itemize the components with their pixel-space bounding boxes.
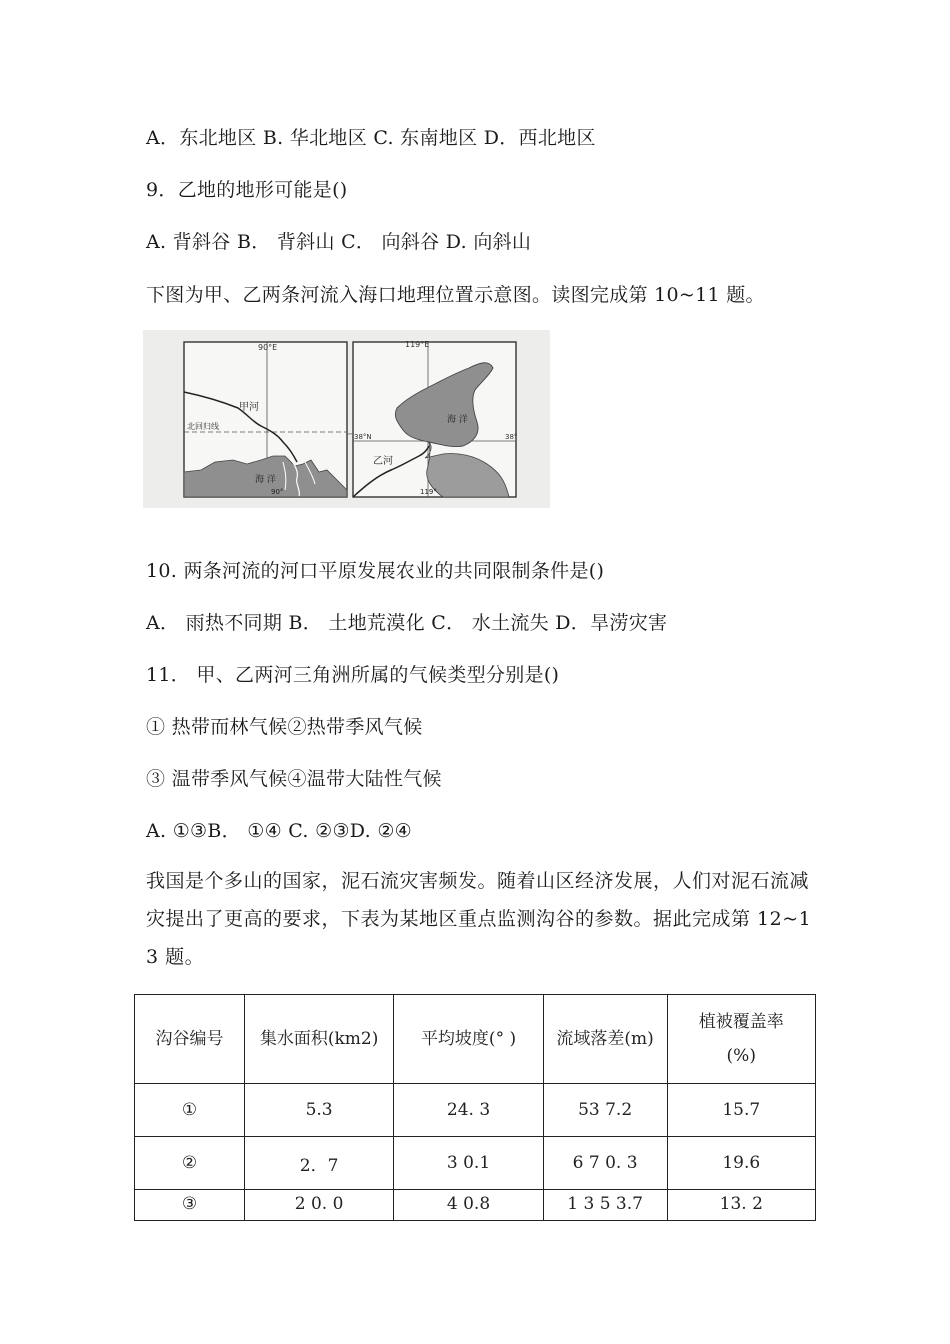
table-cell: 24. 3 bbox=[394, 1084, 543, 1137]
q10-stem: 10. 两条河流的河口平原发展农业的共同限制条件是() bbox=[146, 560, 605, 582]
q10-options: A． 雨热不同期 B． 土地荒漠化 C． 水土流失 D．旱涝灾害 bbox=[146, 612, 668, 634]
table-row bbox=[135, 1084, 816, 1137]
header-elevation-drop: 流域落差(m) bbox=[543, 995, 667, 1084]
intro-10-11: 下图为甲、乙两条河流入海口地理位置示意图。读图完成第 10~11 题。 bbox=[146, 284, 765, 306]
table-cell: 13. 2 bbox=[667, 1190, 815, 1221]
table-cell: 3 0.1 bbox=[394, 1137, 543, 1190]
table-row bbox=[135, 1190, 816, 1221]
header-avg-slope: 平均坡度(° ) bbox=[394, 995, 543, 1084]
table-cell: 2．7 bbox=[244, 1137, 393, 1190]
right-bottom-label: 119° bbox=[420, 488, 437, 496]
right-lat-label-right: 38° bbox=[505, 433, 518, 441]
q9-options: A. 背斜谷 B． 背斜山 C． 向斜谷 D. 向斜山 bbox=[146, 231, 532, 253]
right-sea-label: 海 洋 bbox=[447, 415, 468, 425]
q11-items-2: ③ 温带季风气候④温带大陆性气候 bbox=[146, 768, 442, 790]
left-meridian-label: 90°E bbox=[258, 343, 278, 352]
jia-river-label: 甲河 bbox=[239, 402, 259, 413]
table-cell: 4 0.8 bbox=[394, 1190, 543, 1221]
q11-stem: 11． 甲、乙两河三角洲所属的气候类型分别是() bbox=[146, 664, 560, 686]
tropic-label: 北回归线 bbox=[187, 422, 219, 431]
table-cell: ① bbox=[135, 1084, 245, 1137]
table-cell: ② bbox=[135, 1137, 245, 1190]
table-cell: 1 3 5 3.7 bbox=[543, 1190, 667, 1221]
q11-items-1: ① 热带而林气候②热带季风气候 bbox=[146, 716, 423, 738]
header-catchment-area: 集水面积(km2) bbox=[244, 995, 393, 1084]
q8-options: A．东北地区 B. 华北地区 C. 东南地区 D．西北地区 bbox=[146, 127, 596, 149]
left-bottom-label: 90° bbox=[271, 488, 284, 496]
q11-options: A. ①③B． ①④ C. ②③D. ②④ bbox=[146, 820, 412, 842]
header-vegetation-cover-unit: (%) bbox=[726, 1046, 756, 1066]
right-meridian-label: 119°E bbox=[405, 340, 430, 349]
table-cell: 53 7.2 bbox=[543, 1084, 667, 1137]
table-cell: 6 7 0. 3 bbox=[543, 1137, 667, 1190]
table-cell: 2 0. 0 bbox=[244, 1190, 393, 1221]
header-vegetation-cover bbox=[667, 995, 815, 1084]
right-map-panel bbox=[353, 340, 517, 497]
left-sea-label: 海 洋 bbox=[255, 475, 276, 485]
table-header-row bbox=[135, 995, 816, 1084]
header-gully-id: 沟谷编号 bbox=[135, 995, 245, 1084]
table-cell: 15.7 bbox=[667, 1084, 815, 1137]
table-row bbox=[135, 1137, 816, 1190]
q9-stem: 9．乙地的地形可能是() bbox=[146, 179, 348, 201]
river-mouth-map-figure bbox=[143, 330, 550, 508]
table-cell: ③ bbox=[135, 1190, 245, 1221]
intro-12-13: 我国是个多山的国家，泥石流灾害频发。随着山区经济发展，人们对泥石流减灾提出了更高的要求，下表为某地区重点监测沟谷的参数。据此完成第 12~1 3 题。 bbox=[146, 870, 812, 968]
table-cell: 5.3 bbox=[244, 1084, 393, 1137]
header-vegetation-cover-label: 植被覆盖率 bbox=[698, 1012, 784, 1032]
right-lat-label-left: 38°N bbox=[354, 433, 372, 441]
gully-parameter-table bbox=[134, 994, 816, 1221]
yi-river-label: 乙河 bbox=[373, 456, 393, 467]
table-cell: 19.6 bbox=[667, 1137, 815, 1190]
